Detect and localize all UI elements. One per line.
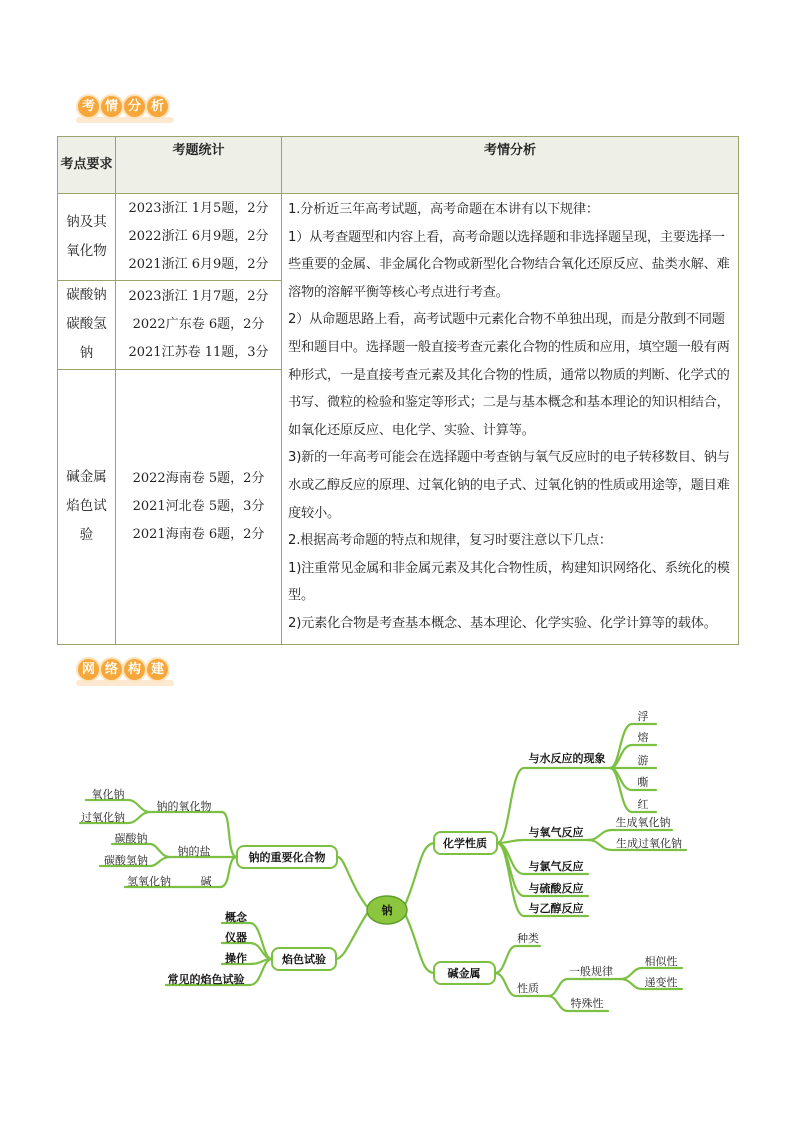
analysis-paragraph: 2）从命题思路上看，高考试题中元素化合物不单独出现，而是分散到不同题型和题目中。选择题一般直接考查元素化合物的性质和应用，填空题一般有两种形式，一是直接考查元素及其化合物的性质，通常以物质的判断、化学式的书写、微粒的检验和鉴定等形式；二是与基本概念和基本理论的知识相结合，如氧化还原反应、电化学、实验、计算等。 — [288, 312, 730, 438]
table-row — [58, 194, 739, 281]
section-title-network — [78, 659, 168, 680]
title-char: 析 — [147, 96, 168, 117]
node-water-label: 与水反应的现象 — [528, 752, 606, 765]
analysis-paragraph: 2.根据高考命题的特点和规律，复习时要注意以下几点： — [288, 533, 612, 549]
point-cell: 钠及其氧化物 — [58, 194, 116, 281]
stat-line: 2021江苏卷 11题，3分 — [128, 344, 269, 360]
analysis-paragraph: 1)注重常见金属和非金属元素及其化合物性质，构建知识网络化、系统化的模型。 — [288, 560, 730, 604]
leaf-bicarbonate: 碳酸氢钠 — [104, 854, 148, 867]
header-stats: 考题统计 — [116, 137, 282, 194]
leaf-oxide: 氧化钠 — [91, 788, 125, 801]
analysis-cell — [282, 194, 739, 645]
stat-line: 2023浙江 1月7题，2分 — [128, 288, 269, 304]
analysis-paragraph: 2)元素化合物是考查基本概念、基本理论、化学实验、化学计算等的载体。 — [288, 615, 717, 631]
title-char: 络 — [101, 659, 122, 680]
leaf-water-swim: 游 — [637, 754, 649, 767]
stat-line: 2021浙江 6月9题，2分 — [128, 256, 269, 272]
stat-line: 2021河北卷 5题，3分 — [132, 498, 265, 514]
title-underline — [76, 117, 174, 123]
leaf-hydroxide: 氢氧化钠 — [127, 875, 171, 888]
leaf-gradient: 递变性 — [644, 976, 678, 989]
point-cell: 碳酸钠碳酸氢钠 — [58, 280, 116, 370]
node-prop-label: 性质 — [517, 982, 539, 995]
stat-line: 2022海南卷 5题，2分 — [132, 470, 265, 486]
stat-line: 2022浙江 6月9题，2分 — [128, 228, 269, 244]
analysis-paragraph: 1.分析近三年高考试题，高考命题在本讲有以下规律： — [288, 202, 599, 217]
title-char: 考 — [78, 96, 99, 117]
stats-cell — [116, 194, 282, 281]
leaf-carbonate: 碳酸钠 — [114, 832, 148, 845]
table-header-row — [58, 137, 739, 194]
analysis-paragraph: 3)新的一年高考可能会在选择题中考查钠与氧气反应时的电子转移数目、钠与水或乙醇反应的原理、过氧化钠的电子式、过氧化钠的性质或用途等，题目难度较小。 — [288, 450, 730, 521]
analysis-paragraph: 1）从考查题型和内容上看，高考命题以选择题和非选择题呈现，主要选择一些重要的金属、非金属化合物或新型化合物结合氧化还原反应、盐类水解、难溶物的溶解平衡等核心考点进行考查。 — [288, 229, 730, 300]
leaf-water-hiss: 嘶 — [637, 776, 649, 789]
section-title-exam-analysis — [78, 96, 168, 117]
node-chem-label: 化学性质 — [443, 837, 487, 850]
point-cell: 碱金属焰色试验 — [58, 370, 116, 644]
node-alkali-label: 碱金属 — [447, 967, 481, 980]
node-sulfuric-label: 与硫酸反应 — [528, 882, 584, 895]
node-compounds-label: 钠的重要化合物 — [248, 851, 326, 864]
leaf-flame-operation: 操作 — [225, 952, 247, 965]
leaf-water-float: 浮 — [637, 710, 649, 723]
node-special-label: 特殊性 — [570, 997, 604, 1010]
leaf-water-red: 红 — [637, 798, 649, 811]
leaf-oxygen-oxide: 生成氧化钠 — [615, 816, 671, 829]
stats-cell — [116, 280, 282, 370]
exam-analysis-table — [57, 136, 739, 645]
title-underline — [76, 680, 174, 686]
title-char: 分 — [124, 96, 145, 117]
title-char: 情 — [101, 96, 122, 117]
node-oxygen-label: 与氧气反应 — [528, 826, 584, 839]
title-char: 网 — [78, 659, 99, 680]
leaf-water-melt: 熔 — [637, 731, 649, 744]
stats-cell — [116, 370, 282, 644]
node-center-label: 钠 — [381, 904, 393, 917]
node-salts-label: 钠的盐 — [177, 845, 211, 858]
node-kind-label: 种类 — [517, 932, 539, 945]
leaf-similarity: 相似性 — [644, 955, 678, 968]
node-flame-label: 焰色试验 — [282, 953, 326, 966]
node-chlorine-label: 与氯气反应 — [528, 860, 584, 873]
stat-line: 2021海南卷 6题，2分 — [132, 526, 265, 542]
title-char: 构 — [124, 659, 145, 680]
stat-line: 2022广东卷 6题，2分 — [132, 316, 265, 332]
node-base-label: 碱 — [200, 875, 212, 888]
header-point: 考点要求 — [58, 137, 116, 194]
mind-map — [0, 700, 794, 1060]
leaf-oxygen-peroxide: 生成过氧化钠 — [616, 837, 682, 850]
node-general-label: 一般规律 — [569, 965, 613, 978]
leaf-flame-concept: 概念 — [225, 911, 247, 924]
header-analysis: 考情分析 — [282, 137, 739, 194]
leaf-flame-instrument: 仪器 — [225, 931, 247, 944]
leaf-peroxide: 过氧化钠 — [81, 811, 125, 824]
node-oxides-label: 钠的氧化物 — [156, 800, 212, 813]
title-char: 建 — [147, 659, 168, 680]
stat-line: 2023浙江 1月5题，2分 — [128, 200, 269, 216]
leaf-flame-common: 常见的焰色试验 — [167, 973, 245, 986]
node-ethanol-label: 与乙醇反应 — [528, 902, 584, 915]
